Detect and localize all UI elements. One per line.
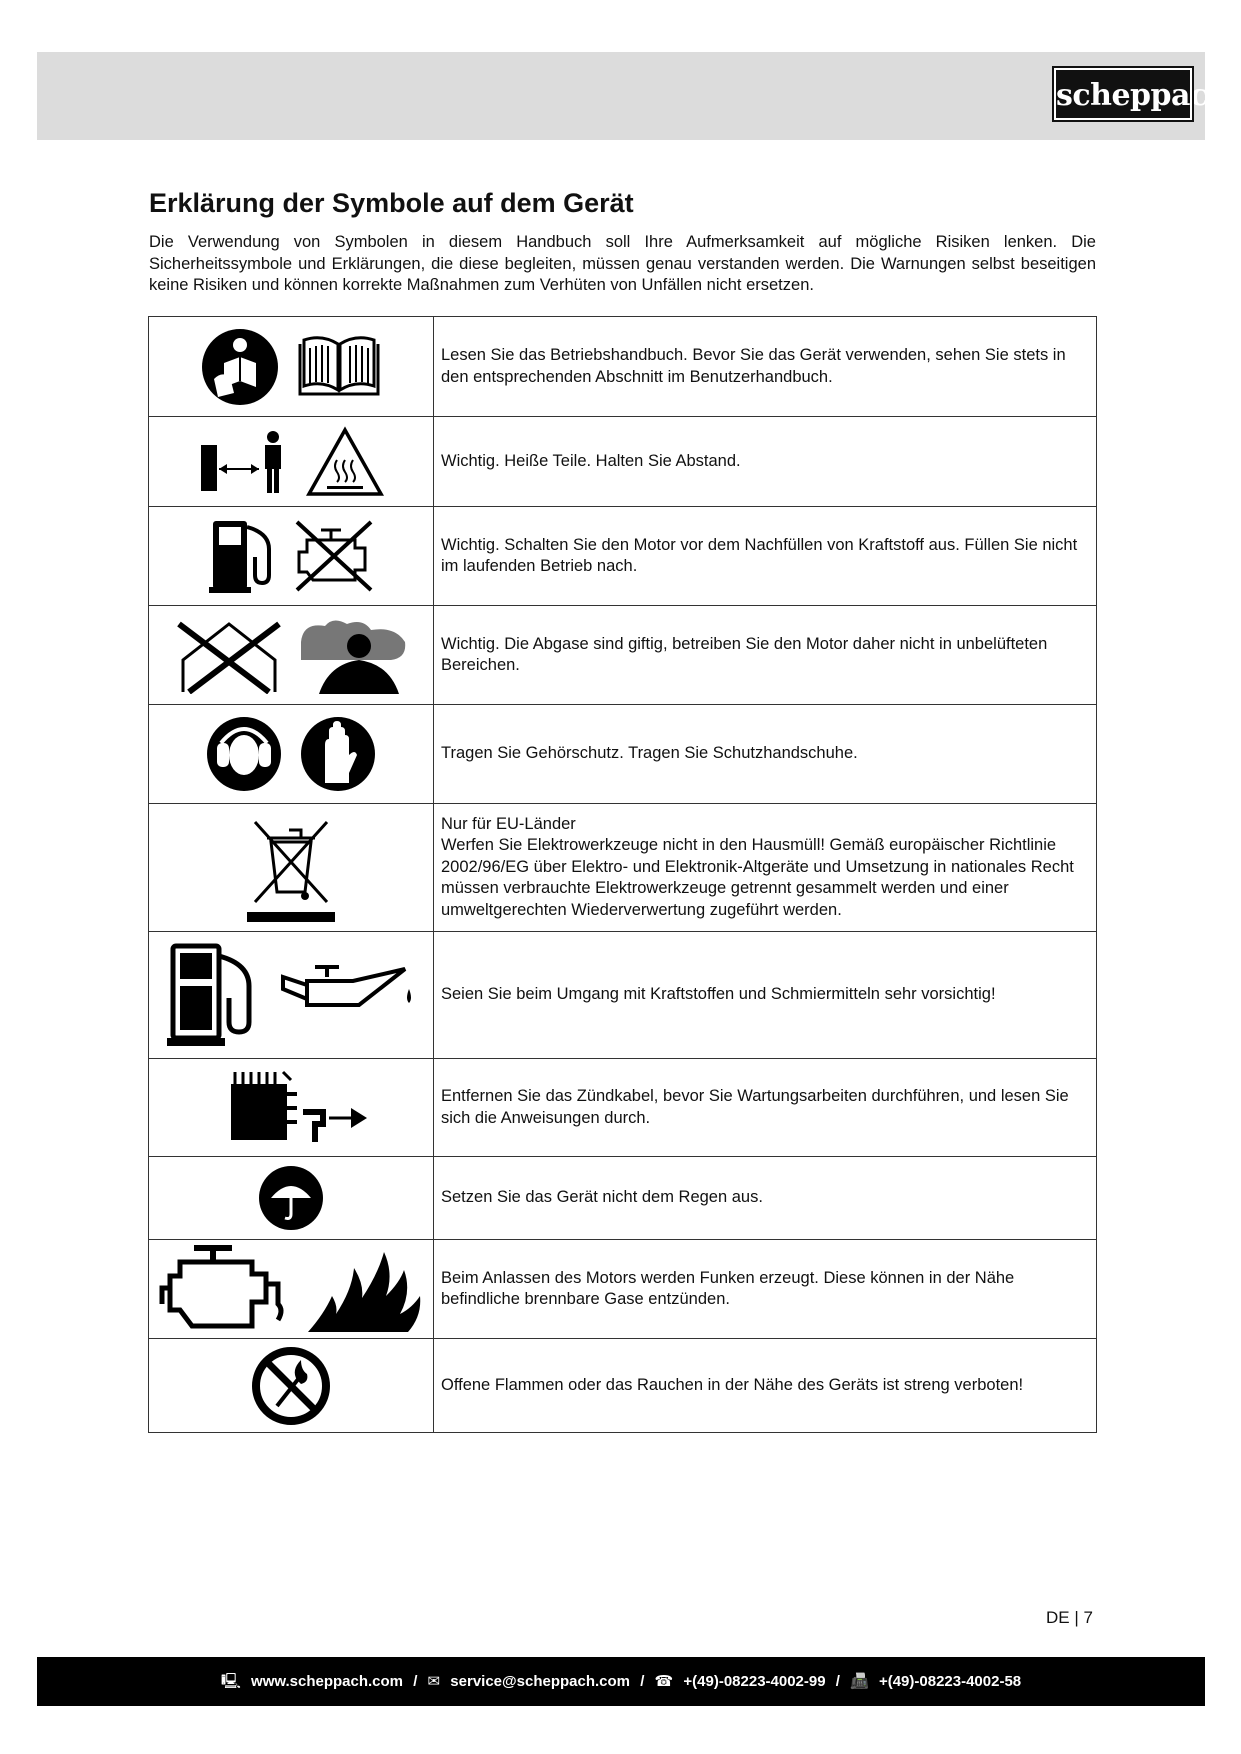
footer-separator: / — [413, 1673, 418, 1690]
book-icon — [296, 334, 382, 400]
icon-cell — [149, 1059, 434, 1157]
icon-cell — [149, 1339, 434, 1433]
icon-cell — [149, 705, 434, 804]
house-crossed-icon — [175, 616, 283, 694]
icon-cell — [149, 417, 434, 507]
eu-only-label: Nur für EU-Länder — [441, 814, 576, 833]
footer-website[interactable]: www.scheppach.com — [251, 1673, 404, 1690]
symbol-description: Lesen Sie das Betriebshandbuch. Bevor Sie das Gerät verwenden, sehen Sie stets in den entsprechenden Abschnitt im Benutzerhandbuch. — [434, 317, 1097, 417]
fuel-pump-icon — [207, 517, 277, 595]
icon-cell — [149, 932, 434, 1059]
symbol-table — [148, 316, 1097, 1433]
footer-fax: +(49)-08223-4002-58 — [878, 1673, 1022, 1690]
footer-separator: / — [640, 1673, 645, 1690]
exhaust-fumes-icon — [299, 616, 407, 694]
page-number: DE | 7 — [1046, 1608, 1093, 1627]
keep-distance-icon — [197, 429, 289, 495]
table-row — [149, 507, 1097, 606]
footer-separator: / — [835, 1673, 840, 1690]
fax-icon: 📠 — [850, 1672, 869, 1690]
icon-cell — [149, 606, 434, 705]
oil-can-icon — [277, 959, 417, 1031]
footer-email[interactable]: service@scheppach.com — [450, 1673, 631, 1690]
table-row — [149, 1339, 1097, 1433]
table-row — [149, 417, 1097, 507]
hot-surface-warning-icon — [305, 426, 385, 498]
scheppach-logo: scheppach — [1054, 68, 1192, 120]
table-row — [149, 1240, 1097, 1339]
symbol-description: Wichtig. Die Abgase sind giftig, betreiben Sie den Motor daher nicht in unbelüfteten Bereichen. — [434, 606, 1097, 705]
table-row — [149, 705, 1097, 804]
mail-icon: ✉ — [427, 1672, 441, 1690]
symbol-description: Beim Anlassen des Motors werden Funken erzeugt. Diese können in der Nähe befindliche brennbare Gase entzünden. — [434, 1240, 1097, 1339]
symbol-description: Seien Sie beim Umgang mit Kraftstoffen und Schmiermitteln sehr vorsichtig! — [434, 932, 1097, 1059]
symbol-description: Tragen Sie Gehörschutz. Tragen Sie Schutzhandschuhe. — [434, 705, 1097, 804]
symbol-description: Offene Flammen oder das Rauchen in der Nähe des Geräts ist streng verboten! — [434, 1339, 1097, 1433]
symbol-description — [434, 804, 1097, 932]
engine-crossed-icon — [293, 518, 375, 594]
table-row — [149, 804, 1097, 932]
hearing-protection-icon — [205, 715, 283, 793]
flames-icon — [304, 1244, 424, 1334]
fuel-pump-icon — [165, 942, 261, 1048]
footer-phone: +(49)-08223-4002-99 — [683, 1673, 826, 1690]
gloves-icon — [299, 715, 377, 793]
table-row — [149, 1059, 1097, 1157]
footer-bar — [37, 1657, 1205, 1706]
table-row — [149, 606, 1097, 705]
spark-plug-cable-icon — [211, 1068, 371, 1148]
no-rain-icon — [257, 1164, 325, 1232]
read-manual-icon — [200, 327, 280, 407]
icon-cell — [149, 317, 434, 417]
icon-cell — [149, 507, 434, 606]
table-row — [149, 932, 1097, 1059]
engine-icon — [158, 1244, 288, 1334]
computer-icon: 🖳 — [220, 1672, 241, 1690]
weee-bin-crossed-icon — [243, 812, 339, 924]
table-row — [149, 317, 1097, 417]
icon-cell — [149, 1240, 434, 1339]
weee-text: Werfen Sie Elektrowerkzeuge nicht in den Hausmüll! Gemäß europäischer Richtlinie 2002/96/EG über Elektro- und Elektronik-Altgeräte und Umsetzung in nationales Recht müssen verbrauchte Elektrowerkzeuge getrennt gesammelt werden und einer umweltgerechten Wiederverwertung zugeführt werden. — [441, 836, 1074, 919]
symbol-description: Wichtig. Heiße Teile. Halten Sie Abstand. — [434, 417, 1097, 507]
header-bar — [37, 52, 1205, 140]
symbol-description: Setzen Sie das Gerät nicht dem Regen aus. — [434, 1157, 1097, 1240]
phone-icon: ☎ — [654, 1672, 674, 1690]
intro-paragraph: Die Verwendung von Symbolen in diesem Handbuch soll Ihre Aufmerksamkeit auf mögliche Risiken lenken. Die Sicherheitssymbole und Erklärungen, die diese begleiten, müssen genau verstanden werden. Die Warnungen selbst beseitigen keine Risiken und können korrekte Maßnahmen zum Verhüten von Unfällen nicht ersetzen. — [149, 233, 1096, 294]
icon-cell — [149, 1157, 434, 1240]
page-title: Erklärung der Symbole auf dem Gerät — [149, 188, 634, 218]
symbol-description: Wichtig. Schalten Sie den Motor vor dem Nachfüllen von Kraftstoff aus. Füllen Sie nicht im laufenden Betrieb nach. — [434, 507, 1097, 606]
table-row — [149, 1157, 1097, 1240]
no-open-flame-icon — [251, 1346, 331, 1426]
symbol-description: Entfernen Sie das Zündkabel, bevor Sie Wartungsarbeiten durchführen, und lesen Sie sich die Anweisungen durch. — [434, 1059, 1097, 1157]
icon-cell — [149, 804, 434, 932]
